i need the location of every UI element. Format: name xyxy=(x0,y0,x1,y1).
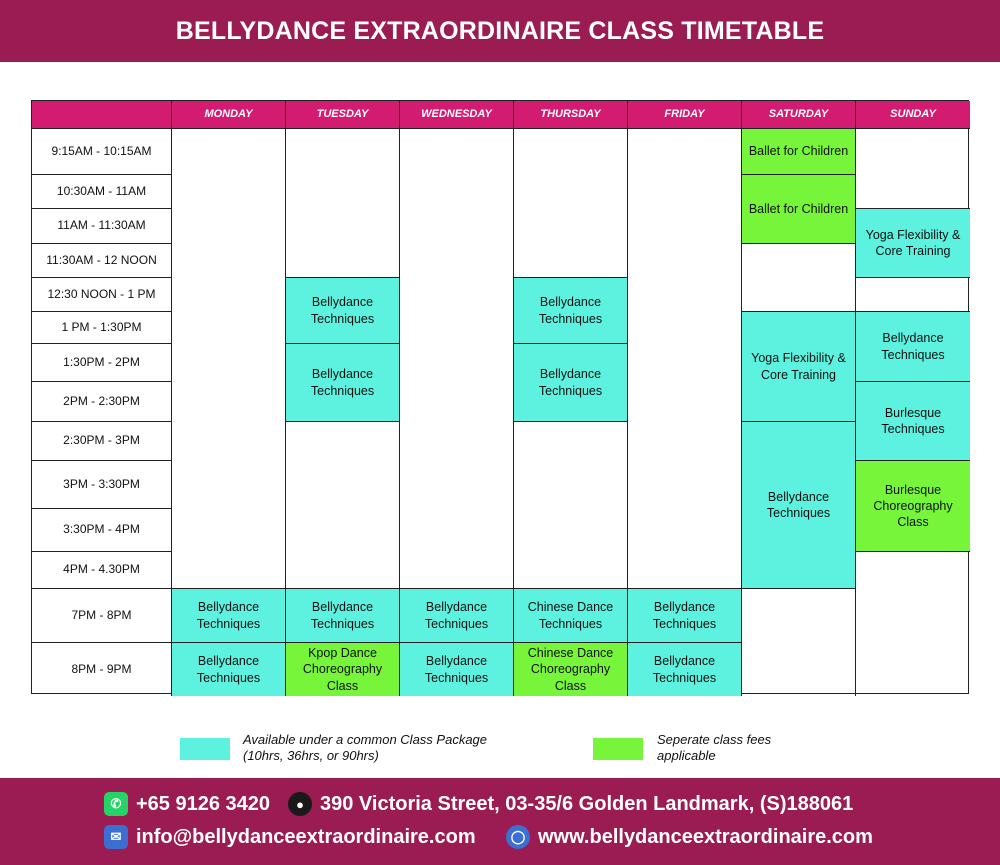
class-block: Bellydance Techniques xyxy=(286,278,400,344)
day-header-sunday: SUNDAY xyxy=(856,101,970,129)
time-slot: 10:30AM - 11AM xyxy=(32,175,172,209)
email-icon: ✉ xyxy=(104,825,128,849)
phone-row xyxy=(104,792,270,816)
class-block: Chinese Dance Techniques xyxy=(514,589,628,643)
class-block: Bellydance Techniques xyxy=(400,589,514,643)
time-slot: 4PM - 4.30PM xyxy=(32,552,172,589)
class-block: Ballet for Children xyxy=(742,129,856,175)
time-slot: 3:30PM - 4PM xyxy=(32,509,172,552)
day-header-friday: FRIDAY xyxy=(628,101,742,129)
empty-slot xyxy=(628,129,742,589)
class-block: Bellydance Techniques xyxy=(172,589,286,643)
day-header-wednesday: WEDNESDAY xyxy=(400,101,514,129)
empty-slot xyxy=(514,129,628,278)
website-row xyxy=(506,825,873,849)
whatsapp-icon: ✆ xyxy=(104,792,128,816)
empty-slot xyxy=(286,129,400,278)
class-block: Bellydance Techniques xyxy=(514,344,628,422)
legend-separate-text: Seperate class fees applicable xyxy=(657,732,772,764)
time-slot: 2:30PM - 3PM xyxy=(32,422,172,461)
class-block: Chinese Dance Choreography Class xyxy=(514,643,628,696)
day-header-thursday: THURSDAY xyxy=(514,101,628,129)
time-slot: 12:30 NOON - 1 PM xyxy=(32,278,172,312)
page-title: BELLYDANCE EXTRAORDINAIRE CLASS TIMETABLE xyxy=(175,16,825,45)
header-banner xyxy=(0,0,1000,62)
empty-slot xyxy=(742,244,856,312)
email-link[interactable]: info@bellydanceextraordinaire.com xyxy=(136,825,476,848)
class-block: Bellydance Techniques xyxy=(628,589,742,643)
time-slot: 3PM - 3:30PM xyxy=(32,461,172,509)
phone-number[interactable]: +65 9126 3420 xyxy=(136,792,271,815)
empty-slot xyxy=(856,552,970,696)
class-block: Burlesque Choreography Class xyxy=(856,461,970,552)
empty-slot xyxy=(400,129,514,589)
time-slot: 1:30PM - 2PM xyxy=(32,344,172,382)
day-header-tuesday: TUESDAY xyxy=(286,101,400,129)
legend xyxy=(0,731,1000,771)
class-block: Yoga Flexibility & Core Training xyxy=(742,312,856,422)
empty-slot xyxy=(856,129,970,209)
empty-slot xyxy=(286,422,400,589)
legend-swatch-package xyxy=(180,738,230,760)
time-slot: 11AM - 11:30AM xyxy=(32,209,172,244)
class-block: Bellydance Techniques xyxy=(400,643,514,696)
legend-swatch-separate xyxy=(593,738,643,760)
website-link[interactable]: www.bellydanceextraordinaire.com xyxy=(538,825,873,848)
day-header-monday: MONDAY xyxy=(172,101,286,129)
class-block: Bellydance Techniques xyxy=(628,643,742,696)
class-block: Bellydance Techniques xyxy=(286,589,400,643)
time-slot: 8PM - 9PM xyxy=(32,643,172,696)
location-pin-icon: ● xyxy=(288,792,312,816)
time-slot: 2PM - 2:30PM xyxy=(32,382,172,422)
class-block: Bellydance Techniques xyxy=(514,278,628,344)
class-block: Bellydance Techniques xyxy=(856,312,970,382)
corner-cell xyxy=(32,101,172,129)
time-slot: 9:15AM - 10:15AM xyxy=(32,129,172,175)
timetable-grid xyxy=(31,100,969,694)
class-block: Burlesque Techniques xyxy=(856,382,970,461)
time-slot: 11:30AM - 12 NOON xyxy=(32,244,172,278)
legend-package-text: Available under a common Class Package (10hrs, 36hrs, or 90hrs) xyxy=(243,732,488,764)
empty-slot xyxy=(742,589,856,696)
class-block: Yoga Flexibility & Core Training xyxy=(856,209,970,278)
email-row xyxy=(104,825,476,849)
web-icon: ◯ xyxy=(506,825,530,849)
day-header-saturday: SATURDAY xyxy=(742,101,856,129)
empty-slot xyxy=(172,129,286,589)
class-block: Bellydance Techniques xyxy=(172,643,286,696)
address-row xyxy=(288,792,853,816)
time-slot: 1 PM - 1:30PM xyxy=(32,312,172,344)
class-block: Kpop Dance Choreography Class xyxy=(286,643,400,696)
class-block: Bellydance Techniques xyxy=(286,344,400,422)
class-block: Bellydance Techniques xyxy=(742,422,856,589)
empty-slot xyxy=(856,278,970,312)
contact-footer xyxy=(0,778,1000,865)
time-slot: 7PM - 8PM xyxy=(32,589,172,643)
address-text: 390 Victoria Street, 03-35/6 Golden Landmark, (S)188061 xyxy=(320,792,854,815)
empty-slot xyxy=(514,422,628,589)
class-block: Ballet for Children xyxy=(742,175,856,244)
